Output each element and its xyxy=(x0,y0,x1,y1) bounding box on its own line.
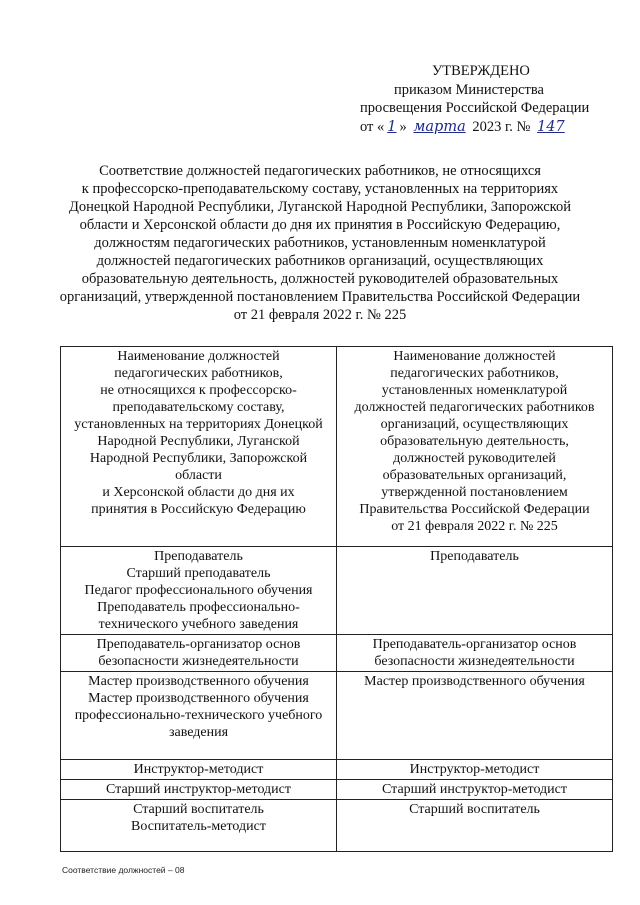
cell-line: не относящихся к профессорско- xyxy=(100,383,297,398)
cell-line: профессионально-технического учебного xyxy=(74,708,323,723)
cell-line: Преподаватель-организатор основ xyxy=(372,637,577,652)
heading-line: организаций, утвержденной постановлением Правительства Российской Федерации xyxy=(59,289,581,305)
cell-line: должностей руководителей xyxy=(393,451,556,466)
cell-line: Старший инструктор-методист xyxy=(382,782,567,797)
row-left-cell xyxy=(61,760,337,780)
row-left-cell xyxy=(61,800,337,852)
cell-line: Старший инструктор-методист xyxy=(106,782,291,797)
cell-line: образовательную деятельность, xyxy=(380,434,569,449)
order-number-handwritten: 147 xyxy=(537,118,565,135)
correspondence-table xyxy=(60,346,613,852)
cell-line: Народной Республики, Луганской xyxy=(97,434,300,449)
cell-line: Старший воспитатель xyxy=(133,802,264,817)
cell-line: области xyxy=(175,468,222,483)
header-right-cell xyxy=(337,347,613,547)
cell-line: Старший воспитатель xyxy=(409,802,540,817)
row-left-cell xyxy=(61,672,337,760)
cell-line: Старший преподаватель xyxy=(126,566,271,581)
cell-line: технического учебного заведения xyxy=(98,617,299,632)
cell-line: должностей педагогических работников xyxy=(354,400,595,415)
cell-line: педагогических работников, xyxy=(390,366,559,381)
cell-line: Инструктор-методист xyxy=(133,762,264,777)
cell-line: безопасности жизнедеятельности xyxy=(374,654,575,669)
approval-order: приказом Министерства xyxy=(394,81,544,98)
heading-line: от 21 февраля 2022 г. № 225 xyxy=(233,307,407,323)
cell-line: и Херсонской области до дня их xyxy=(102,485,295,500)
cell-line: педагогических работников, xyxy=(114,366,283,381)
cell-line: Мастер производственного обучения xyxy=(364,674,585,689)
document-heading xyxy=(30,162,610,324)
table-header-row xyxy=(61,347,613,547)
heading-line: области и Херсонской области до дня их принятия в Российскую Федерацию, xyxy=(79,217,561,233)
cell-line: принятия в Российскую Федерацию xyxy=(91,502,306,517)
row-right-cell xyxy=(337,547,613,635)
approval-ministry: просвещения Российской Федерации xyxy=(360,100,590,116)
cell-line: организаций, осуществляющих xyxy=(380,417,569,432)
cell-line: утвержденной постановлением xyxy=(381,485,568,500)
cell-line: Преподаватель xyxy=(430,549,519,564)
cell-line: Правительства Российской Федерации xyxy=(359,502,590,517)
table-row xyxy=(61,672,613,760)
heading-line: к профессорско-преподавательскому составу, установленных на территориях xyxy=(81,181,559,197)
cell-line: Народной Республики, Запорожской xyxy=(89,451,308,466)
date-year: 2023 г. № xyxy=(472,118,531,135)
cell-line: Инструктор-методист xyxy=(409,762,540,777)
cell-line: Преподаватель профессионально- xyxy=(97,600,300,615)
page-footer: Соответствие должностей – 08 xyxy=(62,865,185,875)
table-row xyxy=(61,780,613,800)
row-right-cell xyxy=(337,672,613,760)
approval-title: УТВЕРЖДЕНО xyxy=(432,63,530,79)
cell-line: заведения xyxy=(168,725,229,740)
cell-line: Мастер производственного обучения xyxy=(88,674,309,689)
row-left-cell xyxy=(61,780,337,800)
cell-line: образовательных организаций, xyxy=(382,468,567,483)
cell-line: Воспитатель-методист xyxy=(131,819,266,834)
approval-date xyxy=(360,118,610,137)
table-row xyxy=(61,635,613,672)
cell-line: Преподаватель xyxy=(154,549,243,564)
cell-line: Мастер производственного обучения xyxy=(88,691,309,706)
table-row xyxy=(61,760,613,780)
cell-line: безопасности жизнедеятельности xyxy=(98,654,299,669)
date-mid: » xyxy=(399,118,407,135)
row-right-cell xyxy=(337,635,613,672)
row-left-cell xyxy=(61,635,337,672)
heading-line: должностям педагогических работников, установленным номенклатурой xyxy=(94,235,546,251)
heading-line: Донецкой Народной Республики, Луганской Народной Республики, Запорожской xyxy=(69,199,571,215)
cell-line: установленных номенклатурой xyxy=(381,383,568,398)
row-right-cell xyxy=(337,800,613,852)
date-day-handwritten: 1 xyxy=(387,118,397,135)
cell-line: Наименование должностей xyxy=(393,349,556,364)
date-prefix: от « xyxy=(360,118,385,135)
date-month-handwritten: марта xyxy=(413,118,466,135)
header-left-cell xyxy=(61,347,337,547)
heading-line: должностей педагогических работников организаций, осуществляющих xyxy=(96,253,544,269)
row-right-cell xyxy=(337,760,613,780)
cell-line: от 21 февраля 2022 г. № 225 xyxy=(391,519,558,534)
table-row xyxy=(61,547,613,635)
cell-line: Наименование должностей xyxy=(117,349,280,364)
heading-line: образовательную деятельность, должностей руководителей образовательных xyxy=(81,271,559,287)
cell-line: Преподаватель-организатор основ xyxy=(96,637,301,652)
table-row xyxy=(61,800,613,852)
approval-stamp xyxy=(360,62,610,136)
cell-line: установленных на территориях Донецкой xyxy=(74,417,323,432)
heading-line: Соответствие должностей педагогических работников, не относящихся xyxy=(99,163,541,179)
cell-line: Педагог профессионального обучения xyxy=(84,583,313,598)
cell-line: преподавательскому составу, xyxy=(112,400,285,415)
row-left-cell xyxy=(61,547,337,635)
row-right-cell xyxy=(337,780,613,800)
